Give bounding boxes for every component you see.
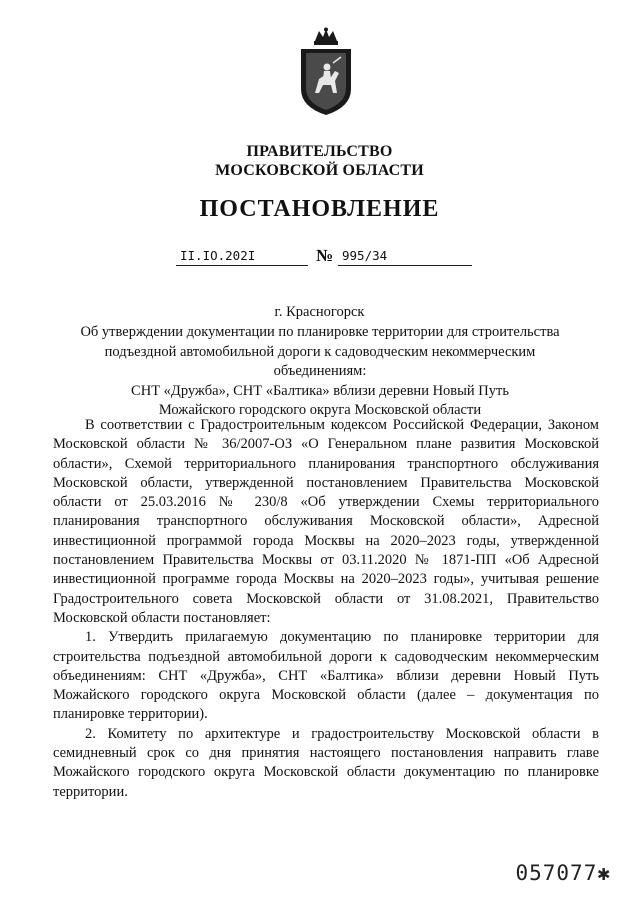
coat-of-arms-icon [297, 27, 355, 117]
clause-2-paragraph: 2. Комитету по архитектуре и градостроительству Московской области в семидневный срок со дня принятия настоящего постановления направить главе Можайского городского округа Московской области документацию по планировке территории. [53, 725, 599, 800]
preamble-paragraph: В соответствии с Градостроительным кодексом Российской Федерации, Законом Московской области № 36/2007-ОЗ «О Генеральном плане развития Московской области», Схемой территориального планирования транспортного обслуживания Московской области, утвержденной постановлением Правительства Московской области от 25.03.2016 № 230/8 «Об утверждении Схемы территориального планирования транспортного обслуживания Московской области», Адресной инвестиционной программой города Москвы на 2020–2023 годы, утвержденной постановлением Правительства Москвы от 03.11.2020 № 1871-ПП «Об Адресной инвестиционной программе города Москвы на 2020–2023 годы», учитывая решение Градостроительного совета Московской области от 31.08.2021, Правительство Московской области постановляет: [53, 417, 599, 626]
serial-mark: ✱ [597, 861, 611, 885]
serial-number [515, 861, 611, 885]
subject-line: Можайского городского округа Московской области [158, 402, 482, 418]
number-sign: № [316, 246, 334, 265]
document-type-title: ПОСТАНОВЛЕНИЕ [199, 196, 440, 222]
subject-line: подъездной автомобильной дороги к садоводческим некоммерческим объединениям: [104, 343, 536, 379]
serial-number-text: 057077 [515, 861, 598, 885]
subject-line: СНТ «Дружба», СНТ «Балтика» вблизи деревни Новый Путь [131, 382, 509, 399]
subject-line: Об утверждении документации по планировке территории для строительства [80, 324, 560, 340]
clause-1-paragraph: 1. Утвердить прилагаемую документацию по планировке территории для строительства подъездной автомобильной дороги к садоводческим некоммерческим объединениям: СНТ «Дружба», СНТ «Балтика» вблизи деревни Новый Путь Можайского городского округа Московской области (далее – документация по планировке территории). [53, 629, 599, 723]
document-number: 995/34 [338, 248, 472, 266]
document-body [53, 416, 599, 802]
document-subject [80, 323, 560, 421]
government-name-line1: ПРАВИТЕЛЬСТВО [246, 143, 393, 160]
city: г. Красногорск [274, 304, 365, 320]
government-name-line2: МОСКОВСКОЙ ОБЛАСТИ [215, 162, 424, 179]
document-date: II.IO.202I [176, 248, 308, 266]
